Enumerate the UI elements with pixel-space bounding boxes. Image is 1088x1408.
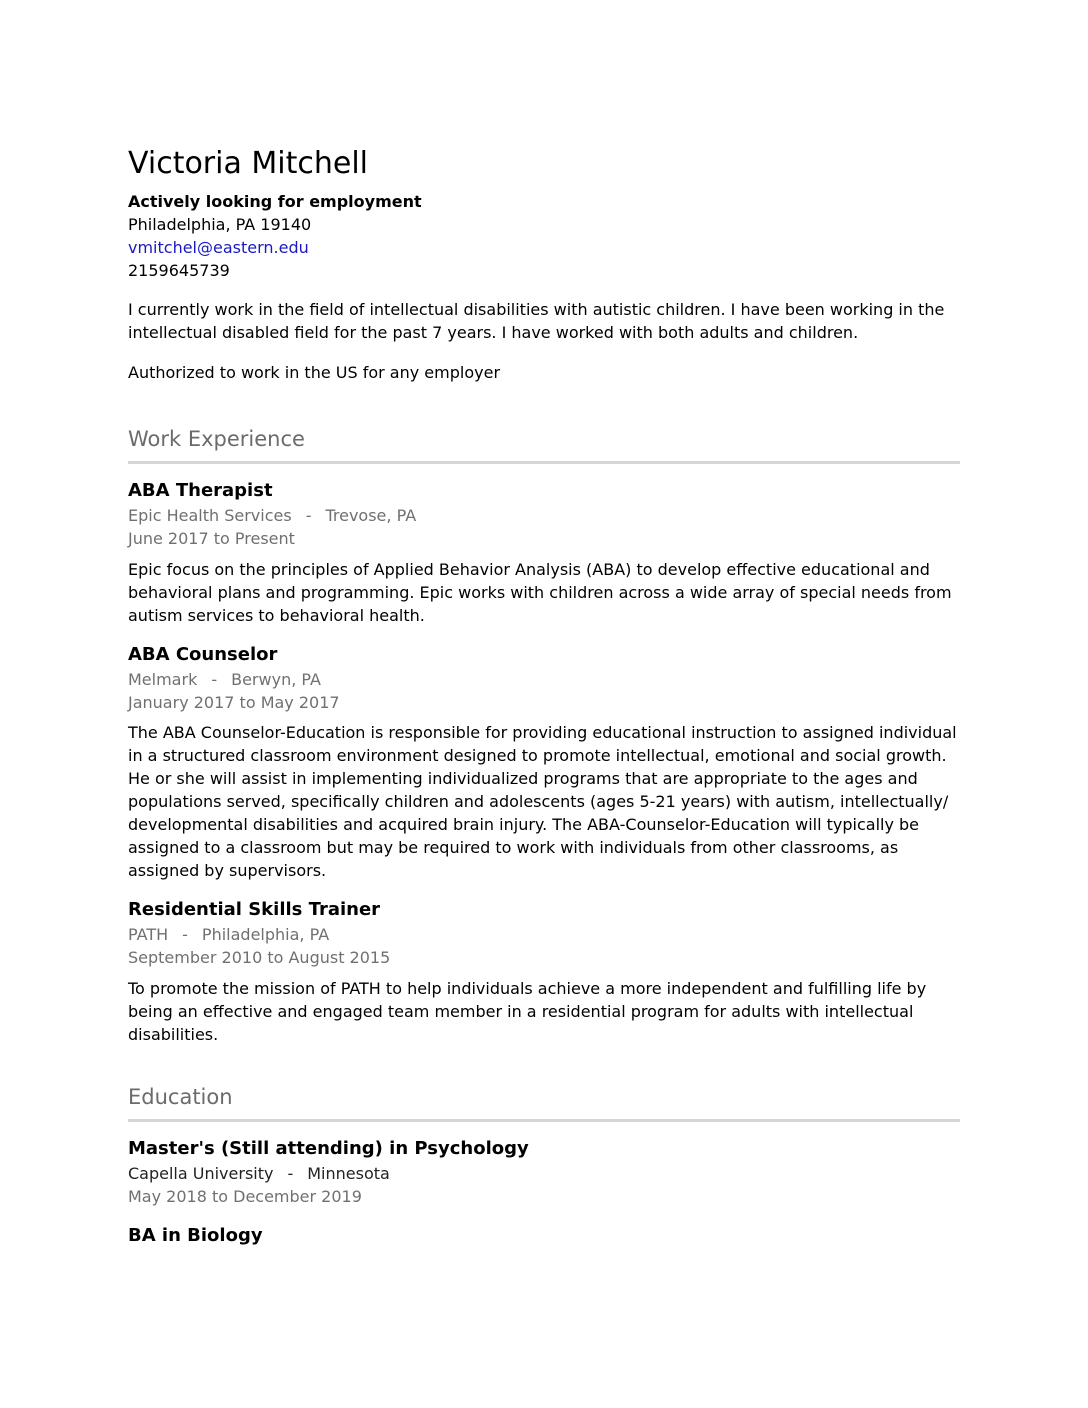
school-location (128, 1162, 960, 1185)
job-search-status: Actively looking for employment (128, 192, 422, 211)
meta-separator: - (305, 506, 312, 525)
job-description: The ABA Counselor-Education is responsible for providing educational instruction to assigned individual in a structured classroom environment designed to promote intellectual, emotional and social growth. He or she will assist in implementing individualized programs that are appropriate to the ages and populations served, specifically children and adolescents (ages 5-21 years) with autism, intellectually/ developmental disabilities and acquired brain injury. The ABA-Counselor-Education will typically be assigned to a classroom but may be required to work with individuals from other classrooms, as assigned by supervisors. (128, 723, 957, 880)
degree-title: BA in Biology (128, 1225, 263, 1246)
email-link[interactable]: vmitchel@eastern.edu (128, 238, 309, 257)
job-location: Trevose, PA (325, 506, 417, 525)
work-experience-heading: Work Experience (128, 427, 305, 451)
education-dates: May 2018 to December 2019 (128, 1187, 362, 1206)
section-divider (128, 461, 960, 464)
phone: 2159645739 (128, 261, 230, 280)
section-divider (128, 1119, 960, 1122)
job-title: Residential Skills Trainer (128, 899, 381, 920)
job-entry (128, 897, 960, 1046)
candidate-name: Victoria Mitchell (128, 146, 369, 181)
job-title: ABA Therapist (128, 480, 273, 501)
job-dates: September 2010 to August 2015 (128, 948, 391, 967)
meta-separator: - (287, 1164, 294, 1183)
job-company-location (128, 504, 960, 527)
job-location: Philadelphia, PA (201, 925, 330, 944)
email-line (128, 236, 960, 259)
job-company-location (128, 923, 960, 946)
resume-page (128, 142, 960, 1249)
school-name: Capella University (128, 1164, 274, 1183)
job-entry (128, 642, 960, 882)
job-description: To promote the mission of PATH to help individuals achieve a more independent and fulfilling life by being an effective and engaged team member in a residential program for adults with intellectual disabilities. (128, 979, 927, 1044)
job-company-location (128, 668, 960, 691)
job-location: Berwyn, PA (231, 670, 321, 689)
job-dates: June 2017 to Present (128, 529, 295, 548)
job-title: ABA Counselor (128, 644, 278, 665)
education-entry (128, 1223, 960, 1249)
school-location-name: Minnesota (307, 1164, 390, 1183)
job-company: Epic Health Services (128, 506, 292, 525)
job-description: Epic focus on the principles of Applied Behavior Analysis (ABA) to develop effective educational and behavioral plans and programming. Epic works with children across a wide array of special needs from autism services to behavioral health. (128, 560, 952, 625)
work-authorization: Authorized to work in the US for any employer (128, 363, 501, 382)
summary: I currently work in the field of intellectual disabilities with autistic children. I have been working in the intellectual disabled field for the past 7 years. I have worked with both adults and children. (128, 300, 945, 342)
meta-separator: - (211, 670, 218, 689)
degree-title: Master's (Still attending) in Psychology (128, 1138, 529, 1159)
meta-separator: - (182, 925, 188, 944)
education-heading: Education (128, 1085, 233, 1109)
job-company: PATH (128, 925, 169, 944)
job-entry (128, 478, 960, 627)
location: Philadelphia, PA 19140 (128, 215, 312, 234)
job-dates: January 2017 to May 2017 (128, 693, 340, 712)
job-company: Melmark (128, 670, 198, 689)
education-entry (128, 1136, 960, 1208)
